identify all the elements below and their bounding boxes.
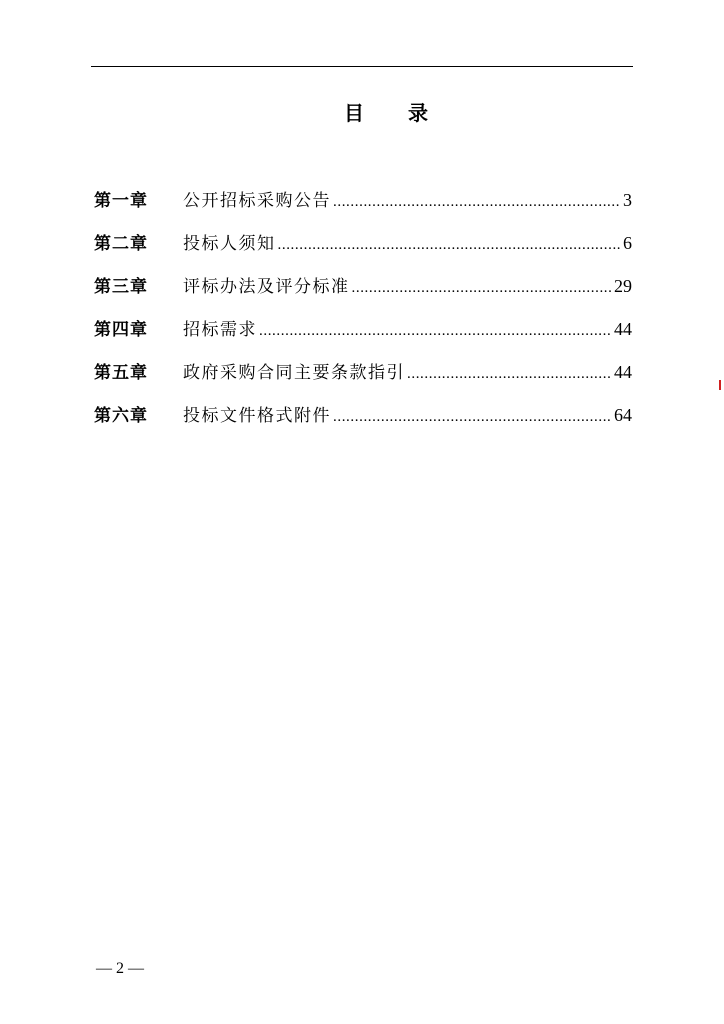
page-number-footer: — 2 — — [96, 960, 144, 977]
toc-page-number: 64 — [614, 405, 632, 425]
toc-title-char-1: 目 — [344, 101, 364, 125]
toc-entry[interactable] — [94, 272, 632, 315]
toc-chapter-title: 公开招标采购公告 — [183, 191, 331, 211]
toc-chapter-title: 招标需求 — [183, 320, 257, 340]
toc-entry[interactable] — [94, 229, 632, 272]
toc-dot-leader — [352, 280, 613, 297]
toc-chapter-number: 第一章 — [94, 191, 148, 211]
margin-mark — [719, 380, 721, 390]
toc-dot-leader — [407, 366, 612, 383]
toc-dot-leader — [278, 237, 622, 254]
toc-entry[interactable] — [94, 315, 632, 358]
toc-entry[interactable] — [94, 401, 632, 444]
toc-chapter-title: 评标办法及评分标准 — [183, 277, 350, 297]
toc-entry[interactable] — [94, 358, 632, 401]
toc-list — [94, 186, 632, 444]
toc-page-number: 29 — [614, 276, 632, 296]
toc-chapter-number: 第五章 — [94, 363, 148, 383]
toc-chapter-title: 政府采购合同主要条款指引 — [183, 363, 405, 383]
toc-dot-leader — [333, 409, 612, 426]
toc-chapter-number: 第三章 — [94, 277, 148, 297]
toc-page-number: 3 — [623, 190, 632, 210]
toc-chapter-title: 投标人须知 — [183, 234, 276, 254]
toc-page-number: 44 — [614, 319, 632, 339]
toc-title-char-2: 录 — [408, 101, 428, 125]
toc-dot-leader — [259, 323, 612, 340]
toc-page-number: 44 — [614, 362, 632, 382]
toc-dot-leader — [333, 194, 621, 211]
toc-chapter-number: 第六章 — [94, 406, 148, 426]
toc-entry[interactable] — [94, 186, 632, 229]
toc-title — [0, 97, 724, 126]
toc-chapter-number: 第二章 — [94, 234, 148, 254]
toc-chapter-title: 投标文件格式附件 — [183, 406, 331, 426]
header-rule — [91, 66, 633, 67]
toc-chapter-number: 第四章 — [94, 320, 148, 340]
toc-page-number: 6 — [623, 233, 632, 253]
